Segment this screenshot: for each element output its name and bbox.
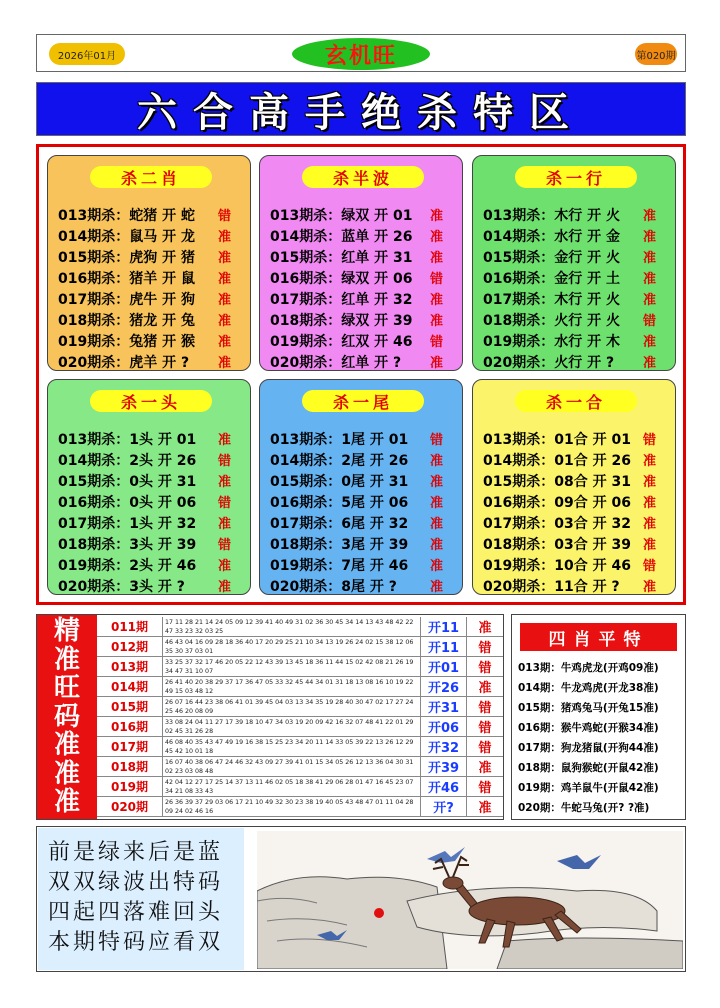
prediction-text: 019期杀：7尾 开 46 — [270, 557, 409, 574]
prediction-text: 014期杀：01合 开 26 — [483, 452, 631, 469]
poem-line: 四起四落难回头 — [48, 900, 224, 925]
four-zodiac-row: 017期：狗龙猪鼠(开狗44准) — [518, 741, 659, 754]
prediction-row — [270, 533, 456, 554]
prediction-row — [58, 225, 244, 246]
prediction-row — [58, 246, 244, 267]
four-zodiac-list — [518, 657, 659, 817]
prediction-row — [270, 246, 456, 267]
prediction-row — [58, 428, 244, 449]
vertical-char: 准 — [53, 758, 80, 789]
issue-badge: 第020期 — [635, 43, 677, 65]
poem-line: 双双绿波出特码 — [48, 870, 224, 895]
period-cell: 012期 — [97, 637, 163, 656]
prediction-text: 014期杀：水行 开 金 — [483, 228, 620, 245]
poem-line: 前是绿来后是蓝 — [48, 840, 224, 865]
prediction-row — [483, 246, 669, 267]
prediction-grid — [36, 144, 686, 605]
prediction-text: 018期杀：猪龙 开 兔 — [58, 312, 195, 329]
prediction-text: 013期杀：1尾 开 01 — [270, 431, 409, 448]
result-mark: 准 — [218, 517, 232, 532]
prediction-row — [483, 470, 669, 491]
open-cell: 开11 — [421, 637, 467, 656]
prediction-text: 013期杀：木行 开 火 — [483, 207, 620, 224]
prediction-text: 015期杀：金行 开 火 — [483, 249, 620, 266]
result-mark: 错 — [643, 314, 657, 329]
mark-cell: 准 — [478, 681, 492, 696]
prediction-row — [58, 512, 244, 533]
result-mark: 准 — [643, 475, 657, 490]
period-cell: 019期 — [97, 777, 163, 796]
prediction-text: 020期杀：红单 开 ? — [270, 354, 402, 371]
prediction-box — [47, 379, 251, 595]
prediction-row — [270, 449, 456, 470]
prediction-row — [58, 309, 244, 330]
prediction-row — [58, 449, 244, 470]
prediction-text: 020期杀：11合 开 ? — [483, 578, 620, 595]
open-cell: 开06 — [421, 717, 467, 736]
numbers-cell: 33 08 24 04 11 27 17 39 18 10 47 34 03 19 20 09 42 16 32 07 48 41 22 01 29 02 45 31 26 28 — [163, 717, 421, 736]
period-cell: 016期 — [97, 717, 163, 736]
result-mark: 准 — [643, 251, 657, 266]
prediction-row — [270, 491, 456, 512]
result-mark: 错 — [643, 433, 657, 448]
prediction-text: 014期杀：蓝单 开 26 — [270, 228, 413, 245]
result-mark: 错 — [218, 496, 232, 511]
lottery-table — [36, 614, 504, 820]
result-mark: 错 — [218, 454, 232, 469]
prediction-row — [270, 288, 456, 309]
prediction-text: 016期杀：金行 开 土 — [483, 270, 620, 287]
result-mark: 错 — [218, 538, 232, 553]
prediction-text: 013期杀：01合 开 01 — [483, 431, 631, 448]
table-row — [97, 777, 503, 797]
prediction-row — [270, 267, 456, 288]
vertical-char: 精 — [53, 616, 80, 647]
open-cell: 开46 — [421, 777, 467, 796]
prediction-text: 020期杀：8尾 开 ? — [270, 578, 397, 595]
result-mark: 准 — [643, 209, 657, 224]
prediction-row — [483, 512, 669, 533]
result-mark: 准 — [430, 517, 444, 532]
lottery-rows — [97, 617, 503, 817]
vertical-char: 准 — [53, 730, 80, 761]
result-mark: 准 — [643, 496, 657, 511]
numbers-cell: 46 08 40 35 43 47 49 19 16 38 15 25 23 34 20 11 14 33 05 39 22 13 26 12 29 45 42 10 01 18 — [163, 737, 421, 756]
table-row — [97, 657, 503, 677]
prediction-row — [270, 330, 456, 351]
prediction-text: 016期杀：09合 开 06 — [483, 494, 631, 511]
result-mark: 准 — [430, 230, 444, 245]
prediction-text: 013期杀：蛇猪 开 蛇 — [58, 207, 195, 224]
prediction-text: 015期杀：红单 开 31 — [270, 249, 413, 266]
prediction-text: 015期杀：0头 开 31 — [58, 473, 197, 490]
prediction-box — [472, 379, 676, 595]
mark-cell: 准 — [478, 621, 492, 636]
prediction-text: 017期杀：03合 开 32 — [483, 515, 631, 532]
prediction-row — [58, 204, 244, 225]
header-bar — [36, 34, 686, 72]
table-row — [97, 797, 503, 817]
prediction-text: 013期杀：绿双 开 01 — [270, 207, 413, 224]
poem-line: 本期特码应看双 — [48, 930, 224, 955]
prediction-text: 017期杀：虎牛 开 狗 — [58, 291, 195, 308]
prediction-text: 018期杀：03合 开 39 — [483, 536, 631, 553]
four-zodiac-row: 015期：猪鸡兔马(开兔15准) — [518, 701, 659, 714]
prediction-text: 016期杀：猪羊 开 鼠 — [58, 270, 195, 287]
prediction-row — [58, 533, 244, 554]
prediction-row — [58, 575, 244, 596]
result-mark: 准 — [218, 230, 232, 245]
mark-cell: 错 — [478, 641, 492, 656]
vertical-char: 旺 — [53, 673, 80, 704]
table-row — [97, 617, 503, 637]
prediction-text: 016期杀：0头 开 06 — [58, 494, 197, 511]
poem-panel — [36, 826, 686, 972]
mark-cell: 错 — [478, 781, 492, 796]
prediction-row — [483, 267, 669, 288]
period-cell: 011期 — [97, 617, 163, 636]
prediction-text: 018期杀：3头 开 39 — [58, 536, 197, 553]
numbers-cell: 33 25 37 32 17 46 20 05 22 12 43 39 13 45 18 36 11 44 15 02 42 08 21 26 19 34 47 31 10 07 — [163, 657, 421, 676]
prediction-row — [270, 575, 456, 596]
prediction-row — [483, 449, 669, 470]
table-row — [97, 637, 503, 657]
four-zodiac-panel — [511, 614, 686, 820]
prediction-row — [483, 533, 669, 554]
brand-logo: 玄机旺 — [292, 38, 430, 70]
mark-cell: 准 — [478, 761, 492, 776]
four-zodiac-row: 014期：牛龙鸡虎(开龙38准) — [518, 681, 659, 694]
result-mark: 准 — [643, 517, 657, 532]
result-mark: 准 — [218, 335, 232, 350]
prediction-row — [58, 288, 244, 309]
prediction-row — [270, 309, 456, 330]
numbers-cell: 42 04 12 27 17 25 14 37 13 11 46 02 05 18 38 41 29 06 28 01 47 16 45 23 07 34 21 08 33 43 — [163, 777, 421, 796]
prediction-text: 018期杀：火行 开 火 — [483, 312, 620, 329]
period-cell: 013期 — [97, 657, 163, 676]
four-zodiac-row: 018期：鼠狗猴蛇(开鼠42准) — [518, 761, 659, 774]
prediction-text: 019期杀：兔猪 开 猴 — [58, 333, 195, 350]
prediction-text: 019期杀：水行 开 木 — [483, 333, 620, 350]
result-mark: 准 — [218, 433, 232, 448]
box-title: 杀一行 — [515, 166, 637, 188]
prediction-box — [259, 155, 463, 371]
prediction-text: 017期杀：1头 开 32 — [58, 515, 197, 532]
numbers-cell: 26 41 40 20 38 29 37 17 36 47 05 33 32 45 44 34 01 31 18 13 08 16 10 19 22 49 15 03 48 12 — [163, 677, 421, 696]
prediction-row — [58, 267, 244, 288]
open-cell: 开31 — [421, 697, 467, 716]
vertical-title — [37, 615, 97, 819]
period-cell: 020期 — [97, 797, 163, 816]
table-row — [97, 717, 503, 737]
open-cell: 开01 — [421, 657, 467, 676]
prediction-text: 019期杀：2头 开 46 — [58, 557, 197, 574]
box-title: 杀二肖 — [90, 166, 212, 188]
result-mark: 准 — [643, 356, 657, 371]
mark-cell: 错 — [478, 741, 492, 756]
prediction-row — [483, 330, 669, 351]
numbers-cell: 16 07 40 38 06 47 24 46 32 43 09 27 39 41 01 15 34 05 26 12 13 36 04 30 31 02 23 03 08 48 — [163, 757, 421, 776]
prediction-row — [483, 428, 669, 449]
result-mark: 准 — [643, 293, 657, 308]
prediction-row — [270, 204, 456, 225]
prediction-row — [270, 512, 456, 533]
poem-text — [38, 828, 244, 970]
result-mark: 准 — [643, 230, 657, 245]
result-mark: 准 — [643, 580, 657, 595]
prediction-box — [472, 155, 676, 371]
prediction-text: 013期杀：1头 开 01 — [58, 431, 197, 448]
result-mark: 准 — [218, 356, 232, 371]
box-title: 杀一头 — [90, 390, 212, 412]
prediction-text: 019期杀：10合 开 46 — [483, 557, 631, 574]
prediction-text: 015期杀：08合 开 31 — [483, 473, 631, 490]
prediction-text: 016期杀：绿双 开 06 — [270, 270, 413, 287]
result-mark: 准 — [218, 475, 232, 490]
prediction-row — [270, 554, 456, 575]
mark-cell: 错 — [478, 721, 492, 736]
prediction-row — [483, 204, 669, 225]
result-mark: 准 — [430, 293, 444, 308]
prediction-row — [58, 470, 244, 491]
prediction-row — [483, 309, 669, 330]
result-mark: 准 — [643, 538, 657, 553]
prediction-text: 014期杀：2头 开 26 — [58, 452, 197, 469]
prediction-text: 019期杀：红双 开 46 — [270, 333, 413, 350]
result-mark: 错 — [218, 209, 232, 224]
numbers-cell: 46 43 04 16 09 28 18 36 40 17 20 29 25 21 10 34 13 19 26 24 02 15 38 12 06 35 30 37 03 01 — [163, 637, 421, 656]
four-zodiac-row: 020期：牛蛇马兔(开? ?准) — [518, 801, 650, 814]
prediction-row — [483, 575, 669, 596]
result-mark: 错 — [430, 272, 444, 287]
numbers-cell: 17 11 28 21 14 24 05 09 12 39 41 40 49 31 02 36 30 45 34 14 13 43 48 42 22 47 33 23 32 03 25 — [163, 617, 421, 636]
open-cell: 开26 — [421, 677, 467, 696]
result-mark: 准 — [643, 335, 657, 350]
four-zodiac-title: 四肖平特 — [520, 623, 677, 651]
prediction-row — [58, 554, 244, 575]
result-mark: 准 — [643, 454, 657, 469]
mark-cell: 错 — [478, 661, 492, 676]
result-mark: 准 — [430, 496, 444, 511]
vertical-char: 准 — [53, 787, 80, 818]
prediction-row — [483, 225, 669, 246]
box-title: 杀一合 — [515, 390, 637, 412]
numbers-cell: 26 36 39 37 29 03 06 17 21 10 49 32 30 23 38 19 40 05 43 48 47 01 11 04 28 09 24 02 46 16 — [163, 797, 421, 816]
result-mark: 准 — [430, 251, 444, 266]
result-mark: 错 — [430, 335, 444, 350]
mark-cell: 错 — [478, 701, 492, 716]
date-badge: 2026年01月 — [49, 43, 125, 65]
result-mark: 准 — [430, 356, 444, 371]
four-zodiac-row: 013期：牛鸡虎龙(开鸡09准) — [518, 661, 659, 674]
prediction-row — [483, 288, 669, 309]
box-title: 杀半波 — [302, 166, 424, 188]
open-cell: 开32 — [421, 737, 467, 756]
result-mark: 准 — [218, 314, 232, 329]
prediction-text: 015期杀：0尾 开 31 — [270, 473, 409, 490]
result-mark: 准 — [218, 272, 232, 287]
prediction-row — [58, 351, 244, 372]
open-cell: 开? — [421, 797, 467, 816]
prediction-row — [58, 491, 244, 512]
period-cell: 015期 — [97, 697, 163, 716]
prediction-row — [270, 351, 456, 372]
result-mark: 准 — [643, 272, 657, 287]
prediction-row — [58, 330, 244, 351]
prediction-box — [259, 379, 463, 595]
result-mark: 准 — [430, 454, 444, 469]
result-mark: 错 — [643, 559, 657, 574]
prediction-row — [483, 491, 669, 512]
prediction-row — [483, 351, 669, 372]
prediction-row — [270, 470, 456, 491]
prediction-box — [47, 155, 251, 371]
vertical-char: 准 — [53, 644, 80, 675]
prediction-text: 020期杀：火行 开 ? — [483, 354, 615, 371]
result-mark: 准 — [218, 559, 232, 574]
mark-cell: 准 — [478, 801, 492, 816]
prediction-text: 020期杀：虎羊 开 ? — [58, 354, 190, 371]
prediction-row — [270, 428, 456, 449]
four-zodiac-row: 016期：猴牛鸡蛇(开猴34准) — [518, 721, 659, 734]
prediction-text: 018期杀：3尾 开 39 — [270, 536, 409, 553]
prediction-row — [270, 225, 456, 246]
result-mark: 准 — [430, 559, 444, 574]
box-title: 杀一尾 — [302, 390, 424, 412]
four-zodiac-row: 019期：鸡羊鼠牛(开鼠42准) — [518, 781, 659, 794]
result-mark: 错 — [430, 433, 444, 448]
result-mark: 准 — [430, 209, 444, 224]
table-row — [97, 697, 503, 717]
table-row — [97, 757, 503, 777]
result-mark: 准 — [430, 314, 444, 329]
prediction-text: 015期杀：虎狗 开 猪 — [58, 249, 195, 266]
prediction-text: 014期杀：鼠马 开 龙 — [58, 228, 195, 245]
result-mark: 准 — [430, 538, 444, 553]
prediction-text: 020期杀：3头 开 ? — [58, 578, 185, 595]
prediction-text: 017期杀：木行 开 火 — [483, 291, 620, 308]
result-mark: 准 — [218, 293, 232, 308]
deer-illustration — [257, 831, 683, 969]
period-cell: 014期 — [97, 677, 163, 696]
open-cell: 开39 — [421, 757, 467, 776]
period-cell: 018期 — [97, 757, 163, 776]
prediction-row — [483, 554, 669, 575]
period-cell: 017期 — [97, 737, 163, 756]
result-mark: 准 — [218, 251, 232, 266]
table-row — [97, 737, 503, 757]
prediction-text: 018期杀：绿双 开 39 — [270, 312, 413, 329]
result-mark: 准 — [218, 580, 232, 595]
open-cell: 开11 — [421, 617, 467, 636]
vertical-char: 码 — [53, 701, 80, 732]
result-mark: 准 — [430, 475, 444, 490]
prediction-text: 016期杀：5尾 开 06 — [270, 494, 409, 511]
result-mark: 准 — [430, 580, 444, 595]
table-row — [97, 677, 503, 697]
prediction-text: 017期杀：6尾 开 32 — [270, 515, 409, 532]
prediction-text: 014期杀：2尾 开 26 — [270, 452, 409, 469]
prediction-text: 017期杀：红单 开 32 — [270, 291, 413, 308]
numbers-cell: 26 07 16 44 23 38 06 41 01 39 45 04 03 13 34 35 19 28 40 30 47 02 17 27 24 25 46 20 08 09 — [163, 697, 421, 716]
page-title: 六合高手绝杀特区 — [36, 82, 686, 136]
